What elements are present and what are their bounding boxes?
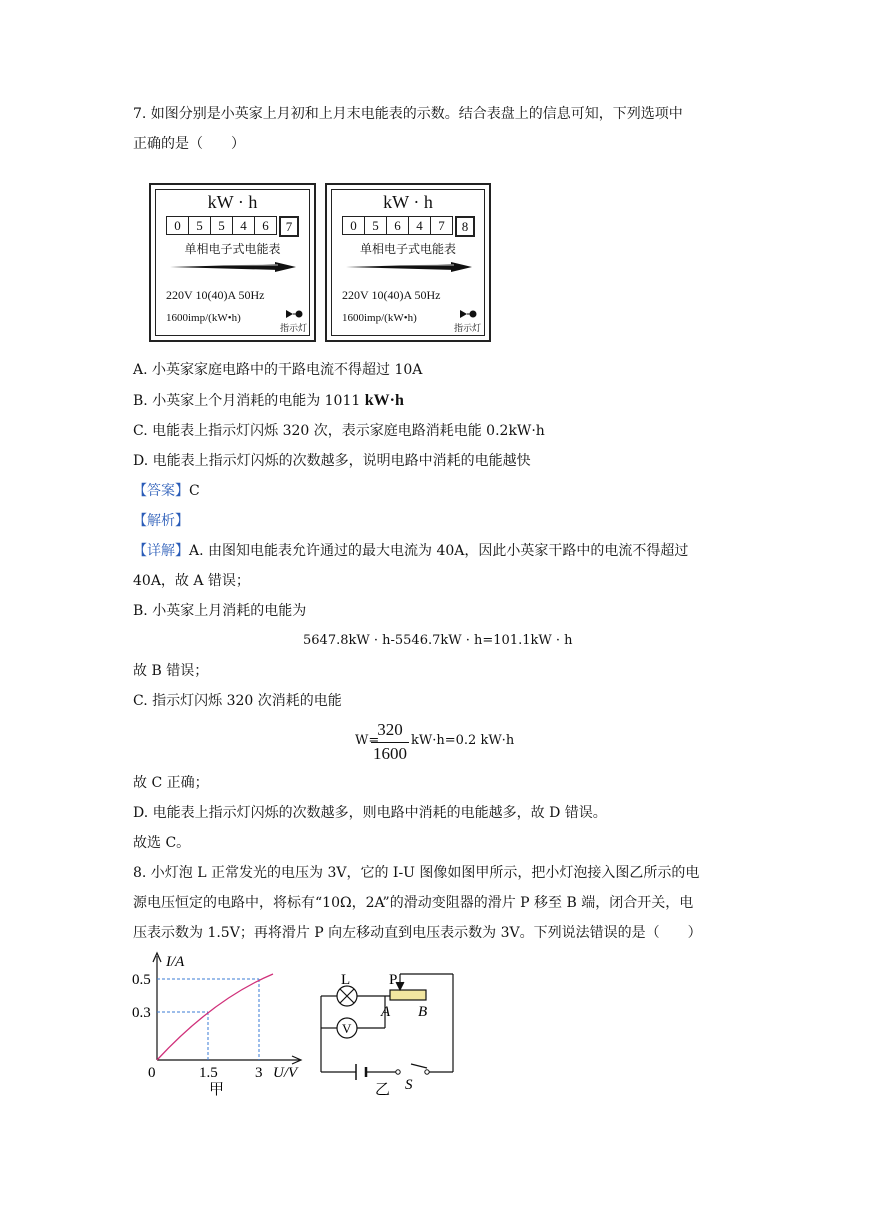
detail-line1 [133, 541, 688, 561]
b-line: B. 小英家上月消耗的电能为 [133, 603, 307, 619]
rheostat-body [390, 990, 426, 1000]
meter-end-of-month [325, 183, 491, 342]
final-choice: 故选 C。 [133, 835, 191, 851]
meter-digit: 6 [254, 216, 277, 235]
c-line: C. 指示灯闪烁 320 次消耗的电能 [133, 693, 342, 709]
voltmeter-label: V [342, 1021, 352, 1036]
meter-name: 单相电子式电能表 [184, 242, 281, 256]
answer-label: 【答案】 [133, 483, 189, 499]
meter-digit: 4 [408, 216, 431, 235]
meter-start-of-month [149, 183, 316, 342]
circuit-diagram [305, 960, 455, 1100]
meter-rating: 220V 10(40)A 50Hz [342, 288, 441, 302]
meter-digits [342, 216, 474, 237]
c-conclusion: 故 C 正确； [133, 775, 209, 791]
iu-graph [128, 950, 308, 1100]
meter-imp: 1600imp/(kW•h) [166, 312, 241, 324]
b-conclusion: 故 B 错误； [133, 663, 209, 679]
meter-digits [166, 216, 298, 237]
x-tick-3: 3 [255, 1065, 263, 1081]
indicator-light-icon [286, 309, 304, 319]
y-tick-0.3: 0.3 [132, 1005, 151, 1021]
option-b-unit: kW·h [364, 392, 404, 409]
q7-option-b [133, 391, 404, 411]
d-line: D. 电能表上指示灯闪烁的次数越多，则电路中消耗的电能越多，故 D 错误。 [133, 805, 607, 821]
q8-line3: 压表示数为 1.5V；再将滑片 P 向左移动直到电压表示数为 3V。下列说法错误的是（ ） [133, 925, 702, 941]
iu-curve [157, 974, 273, 1060]
q8-line1: 8. 小灯泡 L 正常发光的电压为 3V，它的 I-U 图像如图甲所示，把小灯泡接入图乙所示的电 [133, 865, 700, 881]
meter-digit: 0 [166, 216, 189, 235]
meter-digit: 6 [386, 216, 409, 235]
disc-arrow-icon [170, 260, 298, 274]
answer-value: C [189, 483, 200, 499]
b-formula: 5647.8kW · h-5546.7kW · h=101.1kW · h [303, 633, 573, 648]
switch-contact [396, 1070, 400, 1074]
meter-digit-decimal: 7 [279, 216, 299, 237]
q7-option-d: D. 电能表上指示灯闪烁的次数越多，说明电路中消耗的电能越快 [133, 453, 531, 469]
meter-digit: 0 [342, 216, 365, 235]
c-formula-suffix: kW·h=0.2 kW·h [411, 733, 515, 748]
indicator-label: 指示灯 [280, 324, 308, 334]
meter-digit-decimal: 8 [455, 216, 475, 237]
option-b-text: B. 小英家上个月消耗的电能为 1011 [133, 393, 361, 409]
end-b-label: B [418, 1004, 428, 1020]
meter-digit: 5 [364, 216, 387, 235]
meter-digit: 4 [232, 216, 255, 235]
guide-lines [157, 979, 259, 1060]
origin-label: 0 [148, 1065, 156, 1081]
detail-label: 【详解】 [133, 543, 189, 559]
end-a-label: A [381, 1004, 391, 1020]
x-axis-label: U/V [273, 1065, 298, 1081]
fraction-bar [371, 742, 409, 743]
slider-label: P [389, 972, 398, 988]
switch-contact [425, 1070, 429, 1074]
q7-stem-line2: 正确的是（ ） [133, 136, 245, 152]
indicator-light-icon [460, 309, 478, 319]
meter-digit: 5 [210, 216, 233, 235]
meter-digit: 5 [188, 216, 211, 235]
meter-unit: kW · h [383, 192, 433, 212]
detail-a-text: A. 由图知电能表允许通过的最大电流为 40A，因此小英家干路中的电流不得超过 [189, 543, 689, 559]
answer [133, 481, 200, 501]
switch-label: S [405, 1077, 413, 1093]
disc-arrow-icon [346, 260, 474, 274]
detail-line2: 40A，故 A 错误； [133, 573, 250, 589]
graph-caption: 甲 [209, 1080, 225, 1098]
y-axis-label: I/A [166, 954, 185, 970]
meter-digit: 7 [430, 216, 453, 235]
c-formula-prefix: W= [355, 733, 380, 748]
q7-option-c: C. 电能表上指示灯闪烁 320 次，表示家庭电路消耗电能 0.2kW·h [133, 423, 545, 439]
meter-name: 单相电子式电能表 [359, 242, 456, 256]
x-tick-1.5: 1.5 [199, 1065, 218, 1081]
lamp-label: L [341, 972, 351, 988]
q7-stem-line1: 7. 如图分别是小英家上月初和上月末电能表的示数。结合表盘上的信息可知，下列选项中 [133, 106, 683, 122]
meter-imp: 1600imp/(kW•h) [342, 312, 417, 324]
meter-rating: 220V 10(40)A 50Hz [166, 288, 265, 302]
circuit-caption: 乙 [375, 1080, 391, 1098]
q8-line2: 源电压恒定的电路中，将标有“10Ω，2A”的滑动变阻器的滑片 P 移至 B 端，闭合开关，电 [133, 895, 694, 911]
meter-unit: kW · h [207, 192, 258, 212]
analysis-label: 【解析】 [133, 513, 189, 529]
fraction-denominator: 1600 [373, 744, 407, 763]
q7-option-a: A. 小英家家庭电路中的干路电流不得超过 10A [133, 362, 423, 378]
fraction-numerator: 320 [377, 720, 403, 739]
y-tick-0.5: 0.5 [132, 972, 151, 988]
indicator-label: 指示灯 [454, 324, 482, 334]
